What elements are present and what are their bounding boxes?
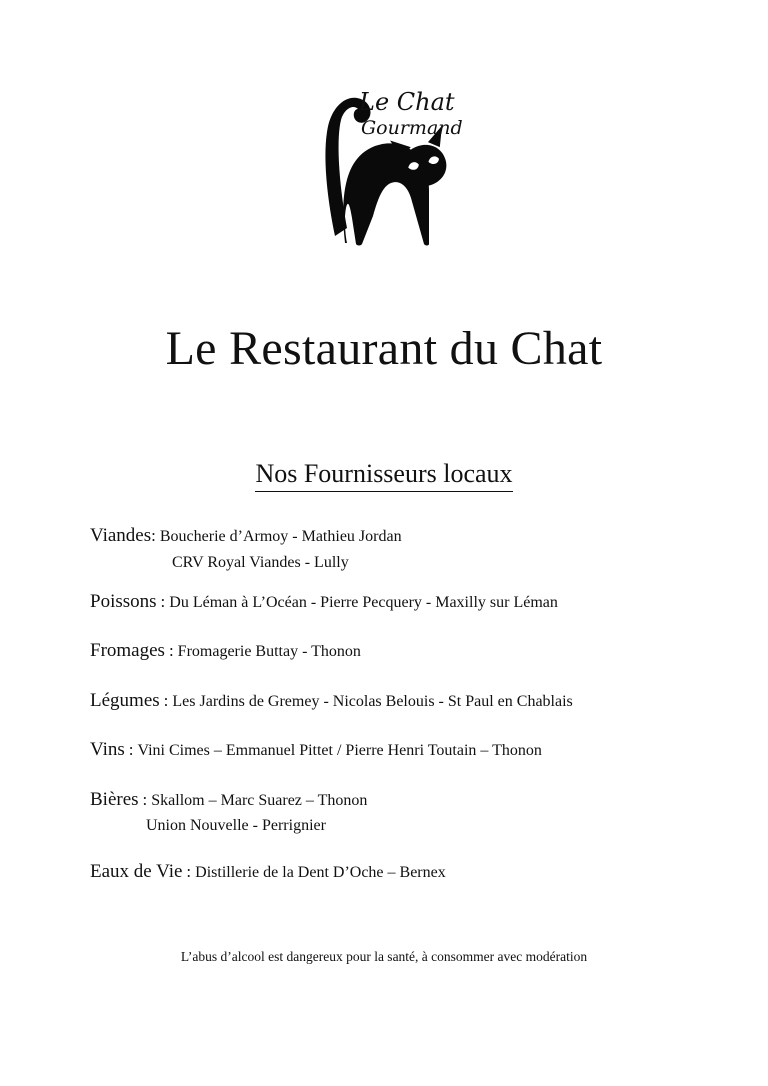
section-heading-suppliers [0, 459, 768, 489]
supplier-line [90, 858, 690, 887]
list-item [90, 786, 690, 839]
supplier-separator: : [163, 690, 169, 710]
supplier-label: Légumes [90, 689, 160, 711]
list-item [90, 858, 690, 887]
supplier-line [90, 522, 690, 551]
supplier-separator: : [128, 740, 134, 759]
supplier-extra-line: CRV Royal Viandes - Lully [172, 553, 349, 571]
supplier-value: Fromagerie Buttay - Thonon [177, 643, 361, 660]
supplier-separator: : [186, 862, 192, 881]
supplier-label: Fromages [90, 640, 165, 661]
cat-silhouette-icon [299, 58, 469, 258]
supplier-label: Bières [90, 788, 139, 810]
supplier-value: Boucherie d’Armoy - Mathieu Jordan [159, 528, 402, 545]
supplier-line [90, 786, 690, 815]
logo-header [0, 58, 768, 258]
supplier-separator: : [142, 789, 148, 809]
section-heading-text: Nos Fournisseurs locaux [255, 459, 512, 492]
list-item [90, 637, 690, 666]
supplier-line [90, 637, 690, 666]
list-item [90, 522, 690, 575]
alcohol-warning-note: L’abus d’alcool est dangereux pour la santé, à consommer avec modération [180, 949, 588, 964]
supplier-line [90, 588, 690, 617]
supplier-line [90, 736, 690, 765]
supplier-value: Vini Cimes – Emmanuel Pittet / Pierre Henri Toutain – Thonon [137, 742, 542, 759]
list-item [90, 736, 690, 765]
supplier-line [90, 687, 690, 716]
logo-script-line-1: Le Chat [359, 88, 455, 116]
supplier-extra-line: Union Nouvelle - Perrignier [146, 817, 326, 834]
supplier-label: Eaux de Vie [90, 861, 183, 882]
supplier-separator: : [168, 641, 174, 660]
suppliers-list [90, 522, 690, 887]
logo-script-line-2: Gourmand [361, 117, 463, 139]
supplier-value: Les Jardins de Gremey - Nicolas Belouis - St Paul en Chablais [172, 692, 573, 710]
supplier-separator: : [160, 591, 166, 611]
supplier-label: Poissons [90, 590, 157, 612]
supplier-label: Vins [90, 739, 125, 760]
page-title: Le Restaurant du Chat [165, 322, 603, 376]
supplier-label: Viandes [90, 525, 152, 546]
supplier-value: Distillerie de la Dent D’Oche – Bernex [195, 864, 446, 881]
list-item [90, 687, 690, 716]
supplier-value: Du Léman à L’Océan - Pierre Pecquery - Maxilly sur Léman [169, 593, 558, 611]
logo-container [299, 58, 469, 258]
supplier-separator: : [151, 526, 156, 545]
list-item [90, 588, 690, 617]
supplier-value: Skallom – Marc Suarez – Thonon [151, 791, 368, 809]
